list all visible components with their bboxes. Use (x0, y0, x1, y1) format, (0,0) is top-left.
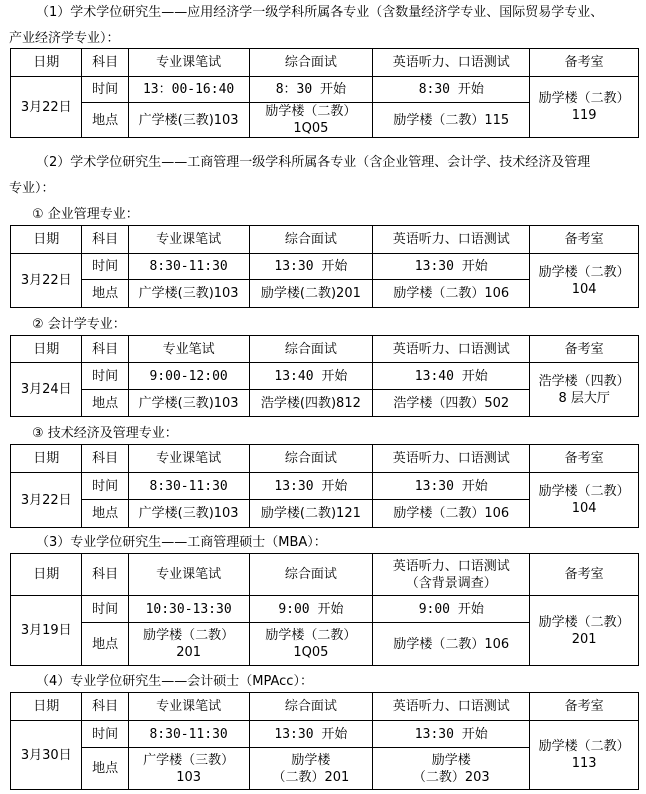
english-test-time: 8:30 开始 (373, 77, 530, 103)
row-label-time: 时间 (82, 363, 128, 390)
prep-room-cell (530, 596, 639, 666)
schedule-table-mpacc (10, 692, 639, 790)
date-cell: 3月22日 (11, 254, 82, 308)
interview-time: 13:30 开始 (249, 721, 373, 748)
header-prep-room: 备考室 (530, 445, 639, 473)
prep-room-building: 励学楼（二教） (538, 614, 630, 630)
header-date: 日期 (11, 49, 82, 77)
row-label-time: 时间 (82, 473, 128, 500)
prep-room-cell (530, 473, 639, 528)
header-subject: 科目 (82, 445, 128, 473)
table-header-row (11, 226, 639, 254)
prep-room-building: 励学楼（二教） (538, 91, 630, 106)
row-label-place: 地点 (82, 390, 128, 417)
row-label-time: 时间 (82, 254, 128, 280)
place-text: 励学楼 (431, 752, 471, 768)
section-4-mpacc-heading: （4）专业学位研究生——会计硕士（MPAcc）： (36, 674, 313, 689)
subsection-tech-economics-heading: ③ 技术经济及管理专业： (32, 426, 178, 441)
prep-room-cell (530, 721, 639, 790)
english-test-place (373, 748, 530, 790)
header-date: 日期 (11, 554, 82, 596)
english-test-place: 励学楼（二教）106 (373, 280, 530, 308)
place-room: 1Q05 (293, 645, 329, 660)
row-label-place: 地点 (82, 280, 128, 308)
place-room: （二教）203 (412, 769, 490, 785)
header-prep-room: 备考室 (530, 336, 639, 363)
table-header-row (11, 336, 639, 363)
interview-time: 13:30 开始 (249, 254, 373, 280)
header-prep-room: 备考室 (530, 554, 639, 596)
row-label-time: 时间 (82, 77, 128, 103)
interview-place (249, 623, 373, 666)
date-cell: 3月22日 (11, 473, 82, 528)
row-label-place: 地点 (82, 748, 128, 790)
english-test-place: 励学楼（二教）106 (373, 623, 530, 666)
english-test-time: 13:40 开始 (373, 363, 530, 390)
header-english-test (373, 554, 530, 596)
table-row-time (11, 77, 639, 103)
prep-room-number: 113 (571, 756, 597, 771)
table-row-time (11, 363, 639, 390)
written-exam-time: 10:30-13:30 (128, 596, 249, 623)
place-text: 励学楼（二教）115 (393, 112, 510, 128)
prep-room-building: 励学楼（二教） (538, 739, 630, 754)
prep-room-number: 8 层大厅 (558, 390, 610, 406)
header-subject: 科目 (82, 49, 128, 77)
header-english-test-note: （含背景调查） (405, 575, 497, 591)
interview-time: 9:00 开始 (249, 596, 373, 623)
prep-room-building: 励学楼（二教） (538, 484, 630, 499)
english-test-place: 励学楼（二教）106 (373, 500, 530, 528)
prep-room-cell (530, 254, 639, 308)
section-3-mba-heading: （3）专业学位研究生——工商管理硕士（MBA）： (36, 535, 327, 550)
prep-room-number: 119 (571, 108, 597, 123)
english-test-place (373, 103, 530, 138)
interview-time: 13:30 开始 (249, 473, 373, 500)
header-subject: 科目 (82, 693, 128, 721)
header-prep-room: 备考室 (530, 693, 639, 721)
header-written-exam: 专业课笔试 (128, 49, 249, 77)
header-subject: 科目 (82, 336, 128, 363)
interview-place: 励学楼(二教)201 (249, 280, 373, 308)
written-exam-place (128, 623, 249, 666)
table-header-row (11, 49, 639, 77)
subsection-accounting-heading: ② 会计学专业： (32, 317, 126, 332)
row-label-place: 地点 (82, 623, 128, 666)
english-test-time: 13:30 开始 (373, 721, 530, 748)
prep-room-building: 励学楼（二教） (538, 264, 630, 280)
subsection-enterprise-mgmt-heading: ① 企业管理专业： (32, 207, 139, 222)
date-cell: 3月30日 (11, 721, 82, 790)
header-subject: 科目 (82, 226, 128, 254)
written-exam-time: 13：00-16:40 (128, 77, 249, 103)
header-prep-room: 备考室 (530, 49, 639, 77)
date-cell: 3月19日 (11, 596, 82, 666)
schedule-table-tech-economics (10, 444, 639, 528)
place-room: 201 (176, 645, 202, 660)
written-exam-place (128, 103, 249, 138)
table-row-time (11, 254, 639, 280)
interview-time: 8：30 开始 (249, 77, 373, 103)
english-test-time: 9:00 开始 (373, 596, 530, 623)
prep-room-number: 104 (571, 281, 597, 297)
english-test-place: 浩学楼（四教）502 (373, 390, 530, 417)
place-text: 励学楼（二教） (143, 628, 235, 643)
prep-room-building: 浩学楼（四教） (538, 373, 630, 389)
header-date: 日期 (11, 693, 82, 721)
place-text: 广学楼(三教)103 (138, 112, 239, 128)
header-interview: 综合面试 (249, 554, 373, 596)
table-row-time (11, 721, 639, 748)
row-label-time: 时间 (82, 721, 128, 748)
section-2-heading-cont: 专业）： (9, 181, 55, 196)
schedule-table-applied-economics (10, 48, 639, 138)
row-label-place: 地点 (82, 500, 128, 528)
written-exam-time: 9:00-12:00 (128, 363, 249, 390)
interview-time: 13:40 开始 (249, 363, 373, 390)
row-label-place: 地点 (82, 103, 128, 138)
interview-place: 励学楼(二教)121 (249, 500, 373, 528)
english-test-time: 13:30 开始 (373, 254, 530, 280)
english-test-time: 13:30 开始 (373, 473, 530, 500)
row-label-time: 时间 (82, 596, 128, 623)
interview-place (249, 103, 373, 138)
header-interview: 综合面试 (249, 226, 373, 254)
place-room: （二教）201 (272, 769, 350, 785)
header-written-exam: 专业笔试 (128, 336, 249, 363)
table-header-row (11, 554, 639, 596)
prep-room-cell (530, 363, 639, 417)
interview-place: 浩学楼(四教)812 (249, 390, 373, 417)
header-interview: 综合面试 (249, 336, 373, 363)
table-header-row (11, 445, 639, 473)
header-date: 日期 (11, 336, 82, 363)
header-prep-room: 备考室 (530, 226, 639, 254)
written-exam-time: 8:30-11:30 (128, 254, 249, 280)
prep-room-number: 201 (571, 631, 597, 647)
header-english-test: 英语听力、口语测试 (373, 693, 530, 721)
place-text: 励学楼（二教） (265, 104, 357, 119)
section-2-heading: （2）学术学位研究生——工商管理一级学科所属各专业（含企业管理、会计学、技术经济及管理 (36, 155, 591, 170)
header-interview: 综合面试 (249, 693, 373, 721)
header-date: 日期 (11, 226, 82, 254)
written-exam-time: 8:30-11:30 (128, 473, 249, 500)
header-english-test-label: 英语听力、口语测试 (392, 558, 510, 574)
header-interview: 综合面试 (249, 445, 373, 473)
header-english-test: 英语听力、口语测试 (373, 336, 530, 363)
header-english-test: 英语听力、口语测试 (373, 226, 530, 254)
header-written-exam: 专业课笔试 (128, 445, 249, 473)
place-text: 励学楼 (291, 752, 331, 768)
place-room: 103 (176, 769, 202, 785)
written-exam-place (128, 748, 249, 790)
prep-room-cell (530, 77, 639, 138)
section-1-heading: （1）学术学位研究生——应用经济学一级学科所属各专业（含数量经济学专业、国际贸易学专业、 (36, 5, 604, 20)
place-text: 广学楼（三教） (143, 752, 235, 768)
place-room: 1Q05 (293, 121, 329, 136)
schedule-table-accounting (10, 335, 639, 417)
header-interview: 综合面试 (249, 49, 373, 77)
header-english-test: 英语听力、口语测试 (373, 445, 530, 473)
header-date: 日期 (11, 445, 82, 473)
prep-room-number: 104 (571, 501, 597, 516)
table-row-time (11, 596, 639, 623)
header-written-exam: 专业课笔试 (128, 554, 249, 596)
date-cell: 3月22日 (11, 77, 82, 138)
header-written-exam: 专业课笔试 (128, 693, 249, 721)
place-text: 励学楼（二教） (265, 628, 357, 643)
written-exam-place: 广学楼(三教)103 (128, 280, 249, 308)
schedule-table-mba (10, 553, 639, 666)
header-subject: 科目 (82, 554, 128, 596)
date-cell: 3月24日 (11, 363, 82, 417)
table-row-time (11, 473, 639, 500)
header-english-test: 英语听力、口语测试 (373, 49, 530, 77)
written-exam-time: 8:30-11:30 (128, 721, 249, 748)
written-exam-place: 广学楼(三教)103 (128, 500, 249, 528)
written-exam-place: 广学楼(三教)103 (128, 390, 249, 417)
section-1-heading-cont: 产业经济学专业）： (9, 31, 120, 46)
schedule-table-enterprise-management (10, 225, 639, 308)
table-header-row (11, 693, 639, 721)
header-written-exam: 专业课笔试 (128, 226, 249, 254)
interview-place (249, 748, 373, 790)
